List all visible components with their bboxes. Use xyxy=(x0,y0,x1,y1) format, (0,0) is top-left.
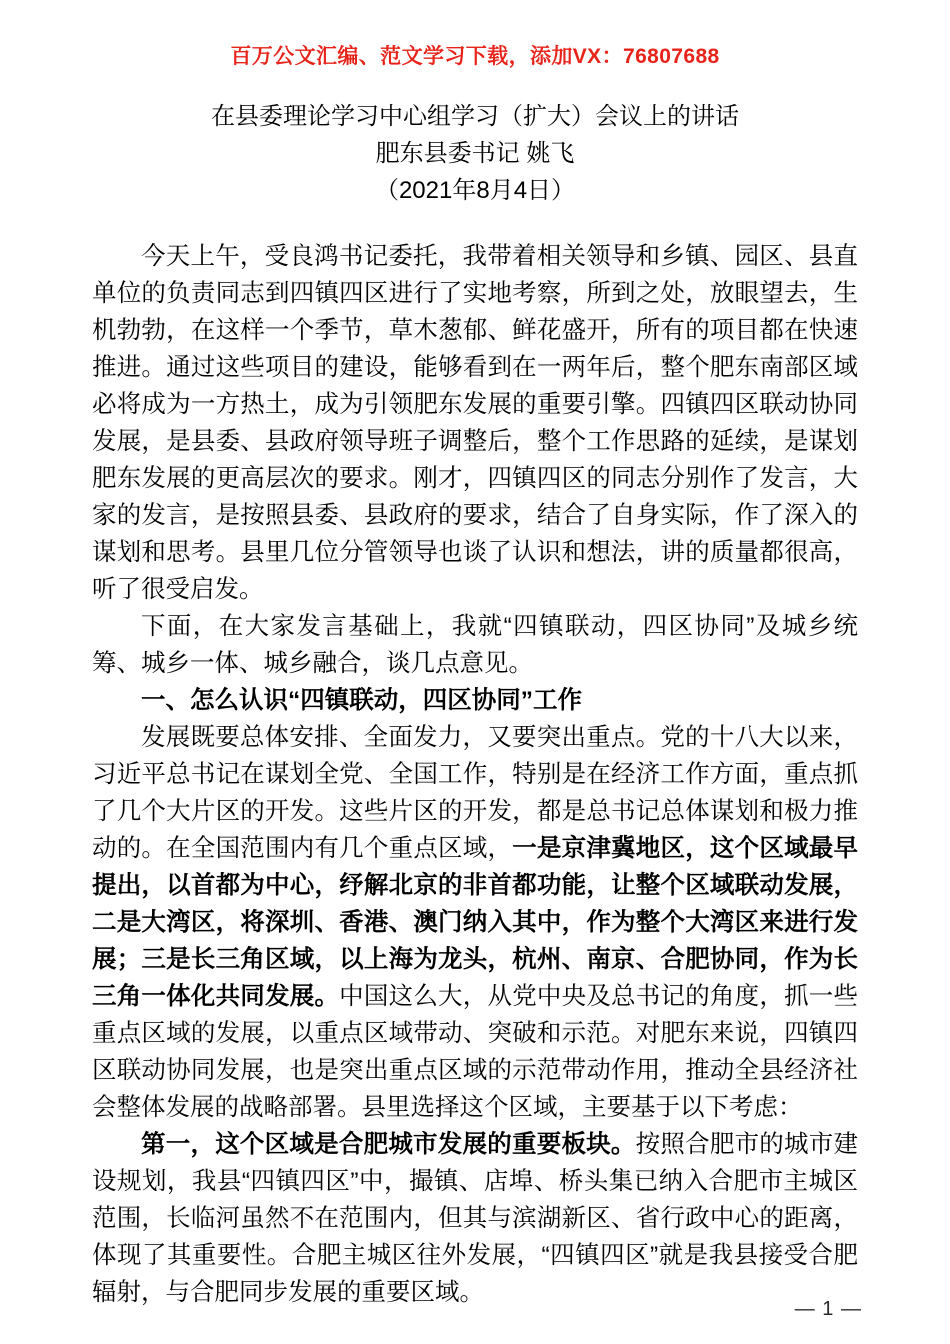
paragraph-4-text: 按照合肥市的城市建设规划，我县“四镇四区”中，撮镇、店埠、桥头集已纳入合肥市主城区范围，长临河虽然不在范围内，但其与滨湖新区、省行政中心的距离，体现了其重要性。合肥主城区往外发展，“四镇四区”就是我县接受合肥辐射，与合肥同步发展的重要区域。 xyxy=(92,1131,858,1306)
section-heading-1: 一、怎么认识“四镇联动，四区协同”工作 xyxy=(141,687,582,714)
title-block xyxy=(0,98,950,209)
page-number: — 1 — xyxy=(794,1298,862,1320)
document-body xyxy=(92,238,858,1311)
document-author: 肥东县委书记 姚飞 xyxy=(375,140,575,167)
document-title: 在县委理论学习中心组学习（扩大）会议上的讲话 xyxy=(211,103,739,130)
paragraph-4 xyxy=(92,1126,858,1311)
paragraph-1: 今天上午，受良鸿书记委托，我带着相关领导和乡镇、园区、县直单位的负责同志到四镇四区进行了实地考察，所到之处，放眼望去，生机勃勃，在这样一个季节，草木葱郁、鲜花盛开，所有的项目都在快速推进。通过这些项目的建设，能够看到在一两年后，整个肥东南部区域必将成为一方热土，成为引领肥东发展的重要引擎。四镇四区联动协同发展，是县委、县政府领导班子调整后，整个工作思路的延续，是谋划肥东发展的更高层次的要求。刚才，四镇四区的同志分别作了发言，大家的发言，是按照县委、县政府的要求，结合了自身实际，作了深入的谋划和思考。县里几位分管领导也谈了认识和想法，讲的质量都很高，听了很受启发。 xyxy=(92,243,858,603)
paragraph-3-text-a: 发展既要总体安排、全面发力，又要突出重点。党的十八大以来，习近平总书记在谋划全党、全国工作，特别是在经济工作方面，重点抓了几个大片区的开发。这些片区的开发，都是总书记总体谋划和极力推动的。在全国范围内有几个重点区域， xyxy=(92,724,858,862)
document-date: （2021年8月4日） xyxy=(374,177,576,204)
paragraph-3-text-b: 中国这么大，从党中央及总书记的角度，抓一些重点区域的发展，以重点区域带动、突破和示范。对肥东来说，四镇四区联动协同发展，也是突出重点区域的示范带动作用，推动全县经济社会整体发展的战略部署。县里选择这个区域，主要基于以下考虑： xyxy=(92,983,859,1121)
paragraph-4-emphasis: 第一，这个区域是合肥城市发展的重要板块。 xyxy=(141,1131,636,1158)
paragraph-3 xyxy=(92,719,858,1126)
paragraph-2: 下面，在大家发言基础上，我就“四镇联动，四区协同”及城乡统筹、城乡一体、城乡融合，谈几点意见。 xyxy=(92,613,858,677)
paragraph-3-emphasis: 一是京津冀地区，这个区域最早提出，以首都为中心，纾解北京的非首都功能，让整个区域联动发展，二是大湾区，将深圳、香港、澳门纳入其中，作为整个大湾区来进行发展；三是长三角区域，以上海为龙头，杭州、南京、合肥协同，作为长三角一体化共同发展。 xyxy=(92,835,859,1010)
promo-banner: 百万公文汇编、范文学习下载，添加VX：76807688 xyxy=(230,45,720,68)
